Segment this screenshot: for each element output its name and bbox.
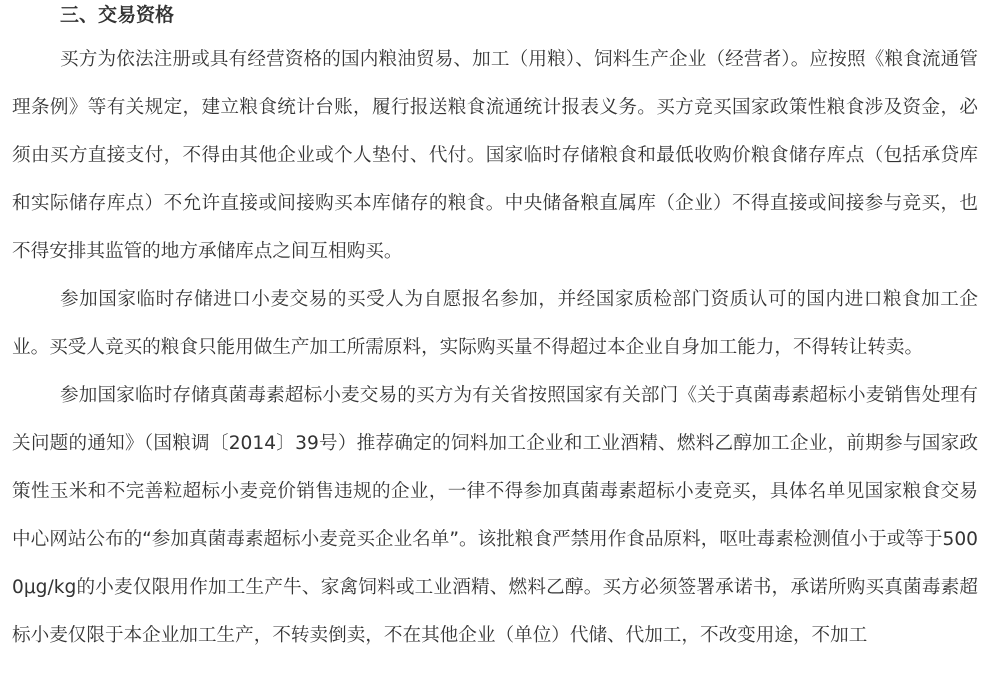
paragraph-buyer-eligibility: 买方为依法注册或具有经营资格的国内粮油贸易、加工（用粮）、饲料生产企业（经营者）。应按照《粮食流通管理条例》等有关规定，建立粮食统计台账，履行报送粮食流通统计报表义务。买方竞买国家政策性粮食涉及资金，必须由买方直接支付，不得由其他企业或个人垫付、代付。国家临时存储粮食和最低收购价粮食储存库点（包括承贷库和实际储存库点）不允许直接或间接购买本库储存的粮食。中央储备粮直属库（企业）不得直接或间接参与竞买，也不得安排其监管的地方承储库点之间互相购买。 <box>12 49 978 262</box>
paragraph-imported-wheat: 参加国家临时存储进口小麦交易的买受人为自愿报名参加，并经国家质检部门资质认可的国内进口粮食加工企业。买受人竞买的粮食只能用做生产加工所需原料，实际购买量不得超过本企业自身加工能力，不得转让转卖。 <box>12 289 978 358</box>
section-heading: 三、交易资格 <box>60 4 175 26</box>
paragraph-mycotoxin-wheat: 参加国家临时存储真菌毒素超标小麦交易的买方为有关省按照国家有关部门《关于真菌毒素超标小麦销售处理有关问题的通知》（国粮调〔2014〕39号）推荐确定的饲料加工企业和工业酒精、燃料乙醇加工企业，前期参与国家政策性玉米和不完善粒超标小麦竞价销售违规的企业，一律不得参加真菌毒素超标小麦竞买，具体名单见国家粮食交易中心网站公布的“参加真菌毒素超标小麦竞买企业名单”。该批粮食严禁用作食品原料，呕吐毒素检测值小于或等于5000μg/kg的小麦仅限用作加工生产牛、家禽饲料或工业酒精、燃料乙醇。买方必须签署承诺书，承诺所购买真菌毒素超标小麦仅限于本企业加工生产，不转卖倒卖，不在其他企业（单位）代储、代加工，不改变用途，不加工 <box>12 385 978 646</box>
